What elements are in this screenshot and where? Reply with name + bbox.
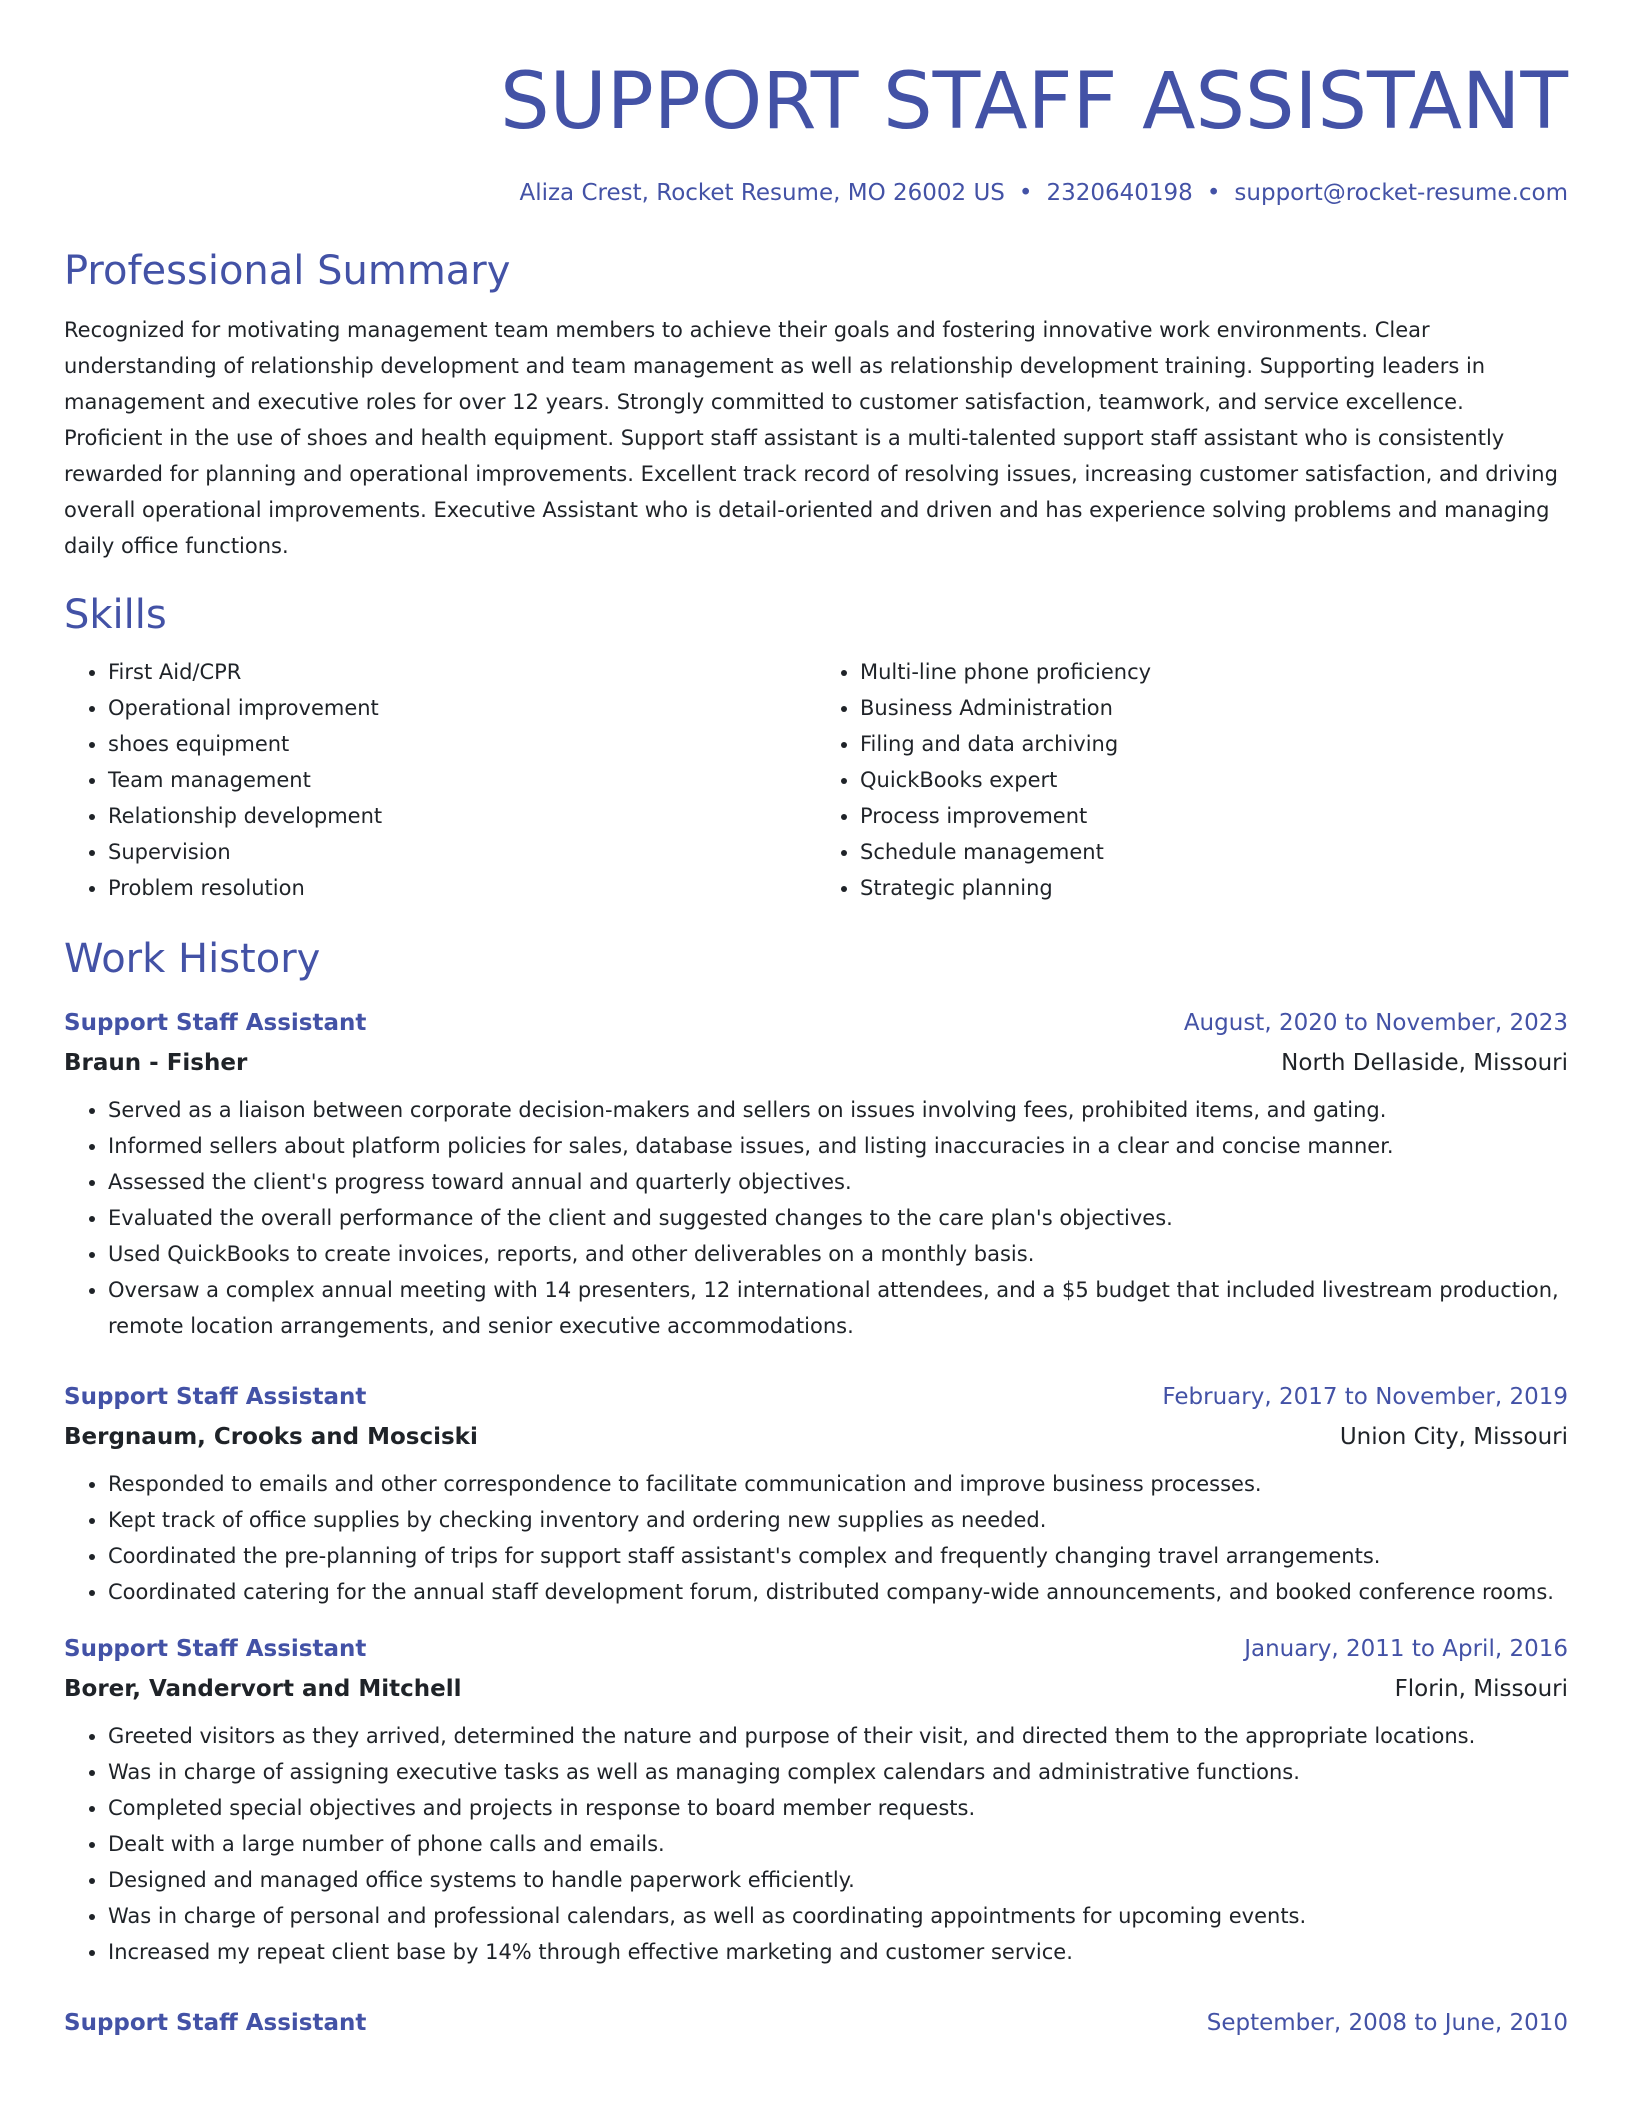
job-dates: September, 2008 to June, 2010 bbox=[1206, 2010, 1568, 2036]
job-company: Bergnaum, Crooks and Mosciski bbox=[64, 1424, 478, 1450]
contact-email: support@rocket-resume.com bbox=[1234, 180, 1568, 206]
duty-item: • Responded to emails and other correspondence to facilitate communication and improve business processes. bbox=[108, 1466, 1568, 1502]
duty-item: • Was in charge of personal and professional calendars, as well as coordinating appointments for upcoming events. bbox=[108, 1898, 1568, 1934]
job-subheader bbox=[64, 1674, 1568, 1704]
skill-item: • Problem resolution bbox=[108, 870, 816, 906]
job-dates: January, 2011 to April, 2016 bbox=[1244, 1636, 1568, 1662]
resume-header bbox=[64, 0, 1568, 208]
job-dates: August, 2020 to November, 2023 bbox=[1183, 1010, 1568, 1036]
skill-item: • shoes equipment bbox=[108, 726, 816, 762]
job-duties bbox=[64, 1718, 1568, 1970]
skill-item: • Filing and data archiving bbox=[860, 726, 1568, 762]
duty-item: • Coordinated catering for the annual staff development forum, distributed company-wide announcements, and booked conference rooms. bbox=[108, 1574, 1568, 1610]
job-title: Support Staff Assistant bbox=[64, 1384, 367, 1410]
skills-list bbox=[64, 654, 1568, 906]
contact-line bbox=[64, 178, 1568, 208]
skill-item: • Operational improvement bbox=[108, 690, 816, 726]
job-title: Support Staff Assistant bbox=[64, 1010, 367, 1036]
skills-column-right bbox=[816, 654, 1568, 906]
candidate-name: SUPPORT STAFF ASSISTANT bbox=[500, 57, 1568, 147]
job-location: Union City, Missouri bbox=[1339, 1424, 1568, 1450]
job-entry bbox=[64, 2008, 1568, 2038]
job-dates: February, 2017 to November, 2019 bbox=[1162, 1384, 1568, 1410]
summary-text: Recognized for motivating management team members to achieve their goals and fostering innovative work environments. Clear understanding of relationship development and team management as well as relationship development training. Supporting leaders in management and executive roles for over 12 years. Strongly committed to customer satisfaction, teamwork, and service excellence. Proficient in the use of shoes and health equipment. Support staff assistant is a multi-talented support staff assistant who is consistently rewarded for planning and operational improvements. Excellent track record of resolving issues, increasing customer satisfaction, and driving overall operational improvements. Executive Assistant who is detail-oriented and driven and has experience solving problems and managing daily office functions. bbox=[64, 318, 1558, 558]
duty-item: • Was in charge of assigning executive tasks as well as managing complex calendars and administrative functions. bbox=[108, 1754, 1568, 1790]
skill-item: • Schedule management bbox=[860, 834, 1568, 870]
job-location: North Dellaside, Missouri bbox=[1281, 1050, 1568, 1076]
job-company: Braun - Fisher bbox=[64, 1050, 248, 1076]
duty-item: • Dealt with a large number of phone calls and emails. bbox=[108, 1826, 1568, 1862]
skill-item: • Strategic planning bbox=[860, 870, 1568, 906]
duty-item: • Evaluated the overall performance of the client and suggested changes to the care plan's objectives. bbox=[108, 1200, 1568, 1236]
duty-item: • Completed special objectives and projects in response to board member requests. bbox=[108, 1790, 1568, 1826]
skill-item: • Process improvement bbox=[860, 798, 1568, 834]
duty-item: • Greeted visitors as they arrived, determined the nature and purpose of their visit, and directed them to the appropriate locations. bbox=[108, 1718, 1568, 1754]
skill-item: • Business Administration bbox=[860, 690, 1568, 726]
job-header bbox=[64, 1382, 1568, 1412]
contact-phone: 2320640198 bbox=[1046, 180, 1193, 206]
duty-item: • Oversaw a complex annual meeting with 14 presenters, 12 international attendees, and a $5 budget that included livestream production, remote location arrangements, and senior executive accommodations. bbox=[108, 1272, 1568, 1344]
section-title-skills: Skills bbox=[64, 592, 167, 638]
contact-separator: • bbox=[1018, 180, 1033, 206]
skill-item: • Relationship development bbox=[108, 798, 816, 834]
duty-item: • Served as a liaison between corporate decision-makers and sellers on issues involving fees, prohibited items, and gating. bbox=[108, 1092, 1568, 1128]
job-location: Florin, Missouri bbox=[1394, 1676, 1568, 1702]
skill-item: • QuickBooks expert bbox=[860, 762, 1568, 798]
skill-item: • First Aid/CPR bbox=[108, 654, 816, 690]
duty-item: • Used QuickBooks to create invoices, reports, and other deliverables on a monthly basis. bbox=[108, 1236, 1568, 1272]
duty-item: • Designed and managed office systems to handle paperwork efficiently. bbox=[108, 1862, 1568, 1898]
job-title: Support Staff Assistant bbox=[64, 2010, 367, 2036]
duty-item: • Coordinated the pre-planning of trips for support staff assistant's complex and frequently changing travel arrangements. bbox=[108, 1538, 1568, 1574]
skills-column-left bbox=[64, 654, 816, 906]
skill-item: • Team management bbox=[108, 762, 816, 798]
job-company: Borer, Vandervort and Mitchell bbox=[64, 1676, 462, 1702]
job-title: Support Staff Assistant bbox=[64, 1636, 367, 1662]
job-entry bbox=[64, 1008, 1568, 1344]
job-entry bbox=[64, 1382, 1568, 1610]
duty-item: • Assessed the client's progress toward annual and quarterly objectives. bbox=[108, 1164, 1568, 1200]
duty-item: • Informed sellers about platform policies for sales, database issues, and listing inaccuracies in a clear and concise manner. bbox=[108, 1128, 1568, 1164]
skill-item: • Multi-line phone proficiency bbox=[860, 654, 1568, 690]
job-subheader bbox=[64, 1048, 1568, 1078]
contact-separator: • bbox=[1206, 180, 1221, 206]
job-header bbox=[64, 1634, 1568, 1664]
job-entry bbox=[64, 1634, 1568, 1970]
section-title-summary: Professional Summary bbox=[64, 248, 511, 294]
job-subheader bbox=[64, 1422, 1568, 1452]
job-duties bbox=[64, 1466, 1568, 1610]
job-header bbox=[64, 2008, 1568, 2038]
skill-item: • Supervision bbox=[108, 834, 816, 870]
contact-address: Aliza Crest, Rocket Resume, MO 26002 US bbox=[519, 180, 1005, 206]
duty-item: • Kept track of office supplies by checking inventory and ordering new supplies as needed. bbox=[108, 1502, 1568, 1538]
job-duties bbox=[64, 1092, 1568, 1344]
job-header bbox=[64, 1008, 1568, 1038]
section-title-work-history: Work History bbox=[64, 936, 321, 982]
duty-item: • Increased my repeat client base by 14% through effective marketing and customer service. bbox=[108, 1934, 1568, 1970]
